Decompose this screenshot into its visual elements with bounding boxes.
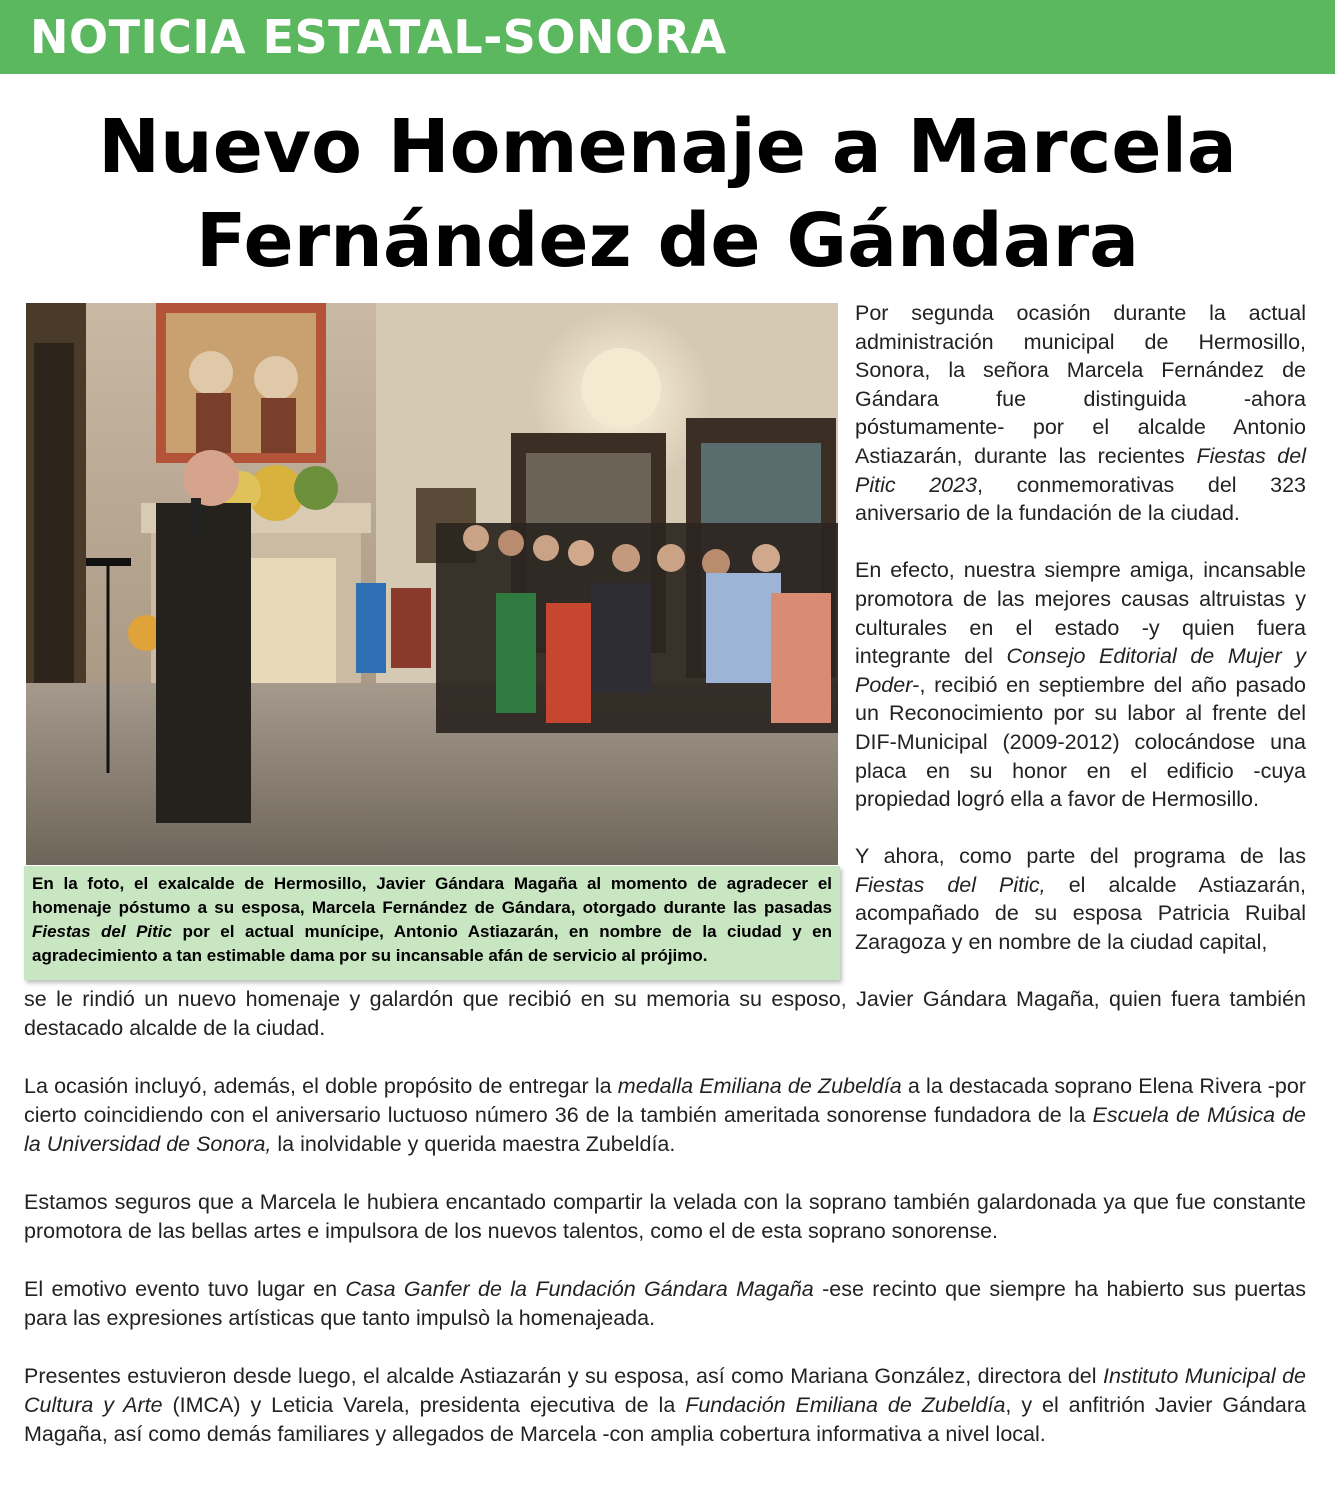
section-label: NOTICIA ESTATAL-SONORA	[30, 10, 727, 64]
paragraph-4-italic-1: medalla Emiliana de Zubeldía	[617, 1074, 902, 1098]
paragraph-3-continued: se le rindió un nuevo homenaje y galardón que recibió en su memoria su esposo, Javier Gándara Magaña, quien fuera también destacado alcalde de la ciudad.	[24, 987, 1306, 1040]
section-banner	[0, 0, 1335, 74]
paragraph-2-text-a: En efecto, nuestra siempre amiga, incansable promotora de las mejores causas altruistas y culturales en el estado -y quien fuera integrante del	[855, 558, 1306, 669]
headline	[40, 100, 1295, 288]
caption-text-2: por el actual munícipe, Antonio Astiazarán, en nombre de la ciudad y en agradecimiento a tan estimable dama por su incansable afán de servicio al prójimo.	[32, 922, 832, 965]
article-full-width	[24, 985, 1306, 1449]
paragraph-2-italic: Consejo Editorial de Mujer y Poder	[855, 644, 1306, 697]
paragraph-6-italic: Casa Ganfer de la Fundación Gándara Magaña	[345, 1277, 814, 1301]
paragraph-7-text-a: Presentes estuvieron desde luego, el alcalde Astiazarán y su esposa, así como Mariana González, directora del	[24, 1364, 1103, 1388]
paragraph-6	[24, 1275, 1306, 1333]
paragraph-1	[855, 299, 1306, 528]
paragraph-6-text-a: El emotivo evento tuvo lugar en	[24, 1277, 346, 1301]
paragraph-5: Estamos seguros que a Marcela le hubiera encantado compartir la velada con la soprano también galardonada ya que fue constante promotora de las bellas artes e impulsora de los nuevos talentos, como el de esta soprano sonorense.	[24, 1190, 1306, 1243]
paragraph-3-italic: Fiestas del Pitic,	[855, 872, 1046, 897]
paragraph-3-text-a: Y ahora, como parte del programa de las	[855, 844, 1306, 869]
paragraph-2	[855, 556, 1306, 813]
paragraph-7	[24, 1362, 1306, 1449]
paragraph-7-text-c: , y el anfitrión Javier Gándara Magaña, así como demás familiares y allegados de Marcela -con amplia cobertura informativa a nivel local.	[24, 1393, 1306, 1446]
paragraph-4-text-a: La ocasión incluyó, además, el doble propósito de entregar la	[24, 1074, 618, 1098]
paragraph-4-italic-2: Escuela de Música de la Universidad de Sonora,	[24, 1103, 1306, 1156]
paragraph-1-text-b: , conmemorativas del 323 aniversario de la fundación de la ciudad.	[855, 472, 1307, 526]
event-photo	[26, 303, 838, 865]
photo-event-icon	[26, 303, 838, 865]
paragraph-4-text-b: a la destacada soprano Elena Rivera -por cierto coincidiendo con el aniversario luctuoso número 36 de la también ameritada sonorense fundadora de la	[24, 1074, 1306, 1127]
headline-line-1: Nuevo Homenaje a Marcela	[98, 104, 1237, 190]
paragraph-7-italic-2: Fundación Emiliana de Zubeldía	[685, 1393, 1006, 1417]
headline-line-2: Fernández de Gándara	[195, 198, 1140, 284]
caption-italic-1: Fiestas del Pitic	[32, 922, 172, 941]
paragraph-7-italic-1: Instituto Municipal de Cultura y Arte	[24, 1364, 1306, 1417]
paragraph-2-text-b: -, recibió en septiembre del año pasado un Reconocimiento por su labor al frente del DIF-Municipal (2009-2012) colocándose una placa en su honor en el edificio -cuya propiedad logró ella a favor de Hermosillo.	[855, 672, 1306, 812]
paragraph-4-text-c: la inolvidable y querida maestra Zubeldía.	[271, 1132, 676, 1156]
paragraph-1-text-a: Por segunda ocasión durante la actual administración municipal de Hermosillo, Sonora, la señora Marcela Fernández de Gándara fue distinguida -ahora póstumamente- por el alcalde Antonio Astiazarán, durante las recientes	[855, 301, 1306, 468]
paragraph-4	[24, 1072, 1306, 1159]
paragraph-1-italic: Fiestas del Pitic 2023	[855, 443, 1307, 497]
paragraph-3-text-b: el alcalde Astiazarán, acompañado de su esposa Patricia Ruibal Zaragoza y en nombre de la ciudad capital,	[855, 872, 1306, 955]
article-column-right	[855, 299, 1306, 957]
photo-caption	[24, 866, 840, 980]
caption-text-1: En la foto, el exalcalde de Hermosillo, Javier Gándara Magaña al momento de agradecer el homenaje póstumo a su esposa, Marcela Fernández de Gándara, otorgado durante las pasadas	[32, 874, 832, 917]
paragraph-3	[855, 842, 1306, 956]
paragraph-7-text-b: (IMCA) y Leticia Varela, presidenta ejecutiva de la	[162, 1393, 686, 1417]
paragraph-6-text-b: -ese recinto que siempre ha habierto sus puertas para las expresiones artísticas que tanto impulsò la homenajeada.	[24, 1277, 1307, 1330]
